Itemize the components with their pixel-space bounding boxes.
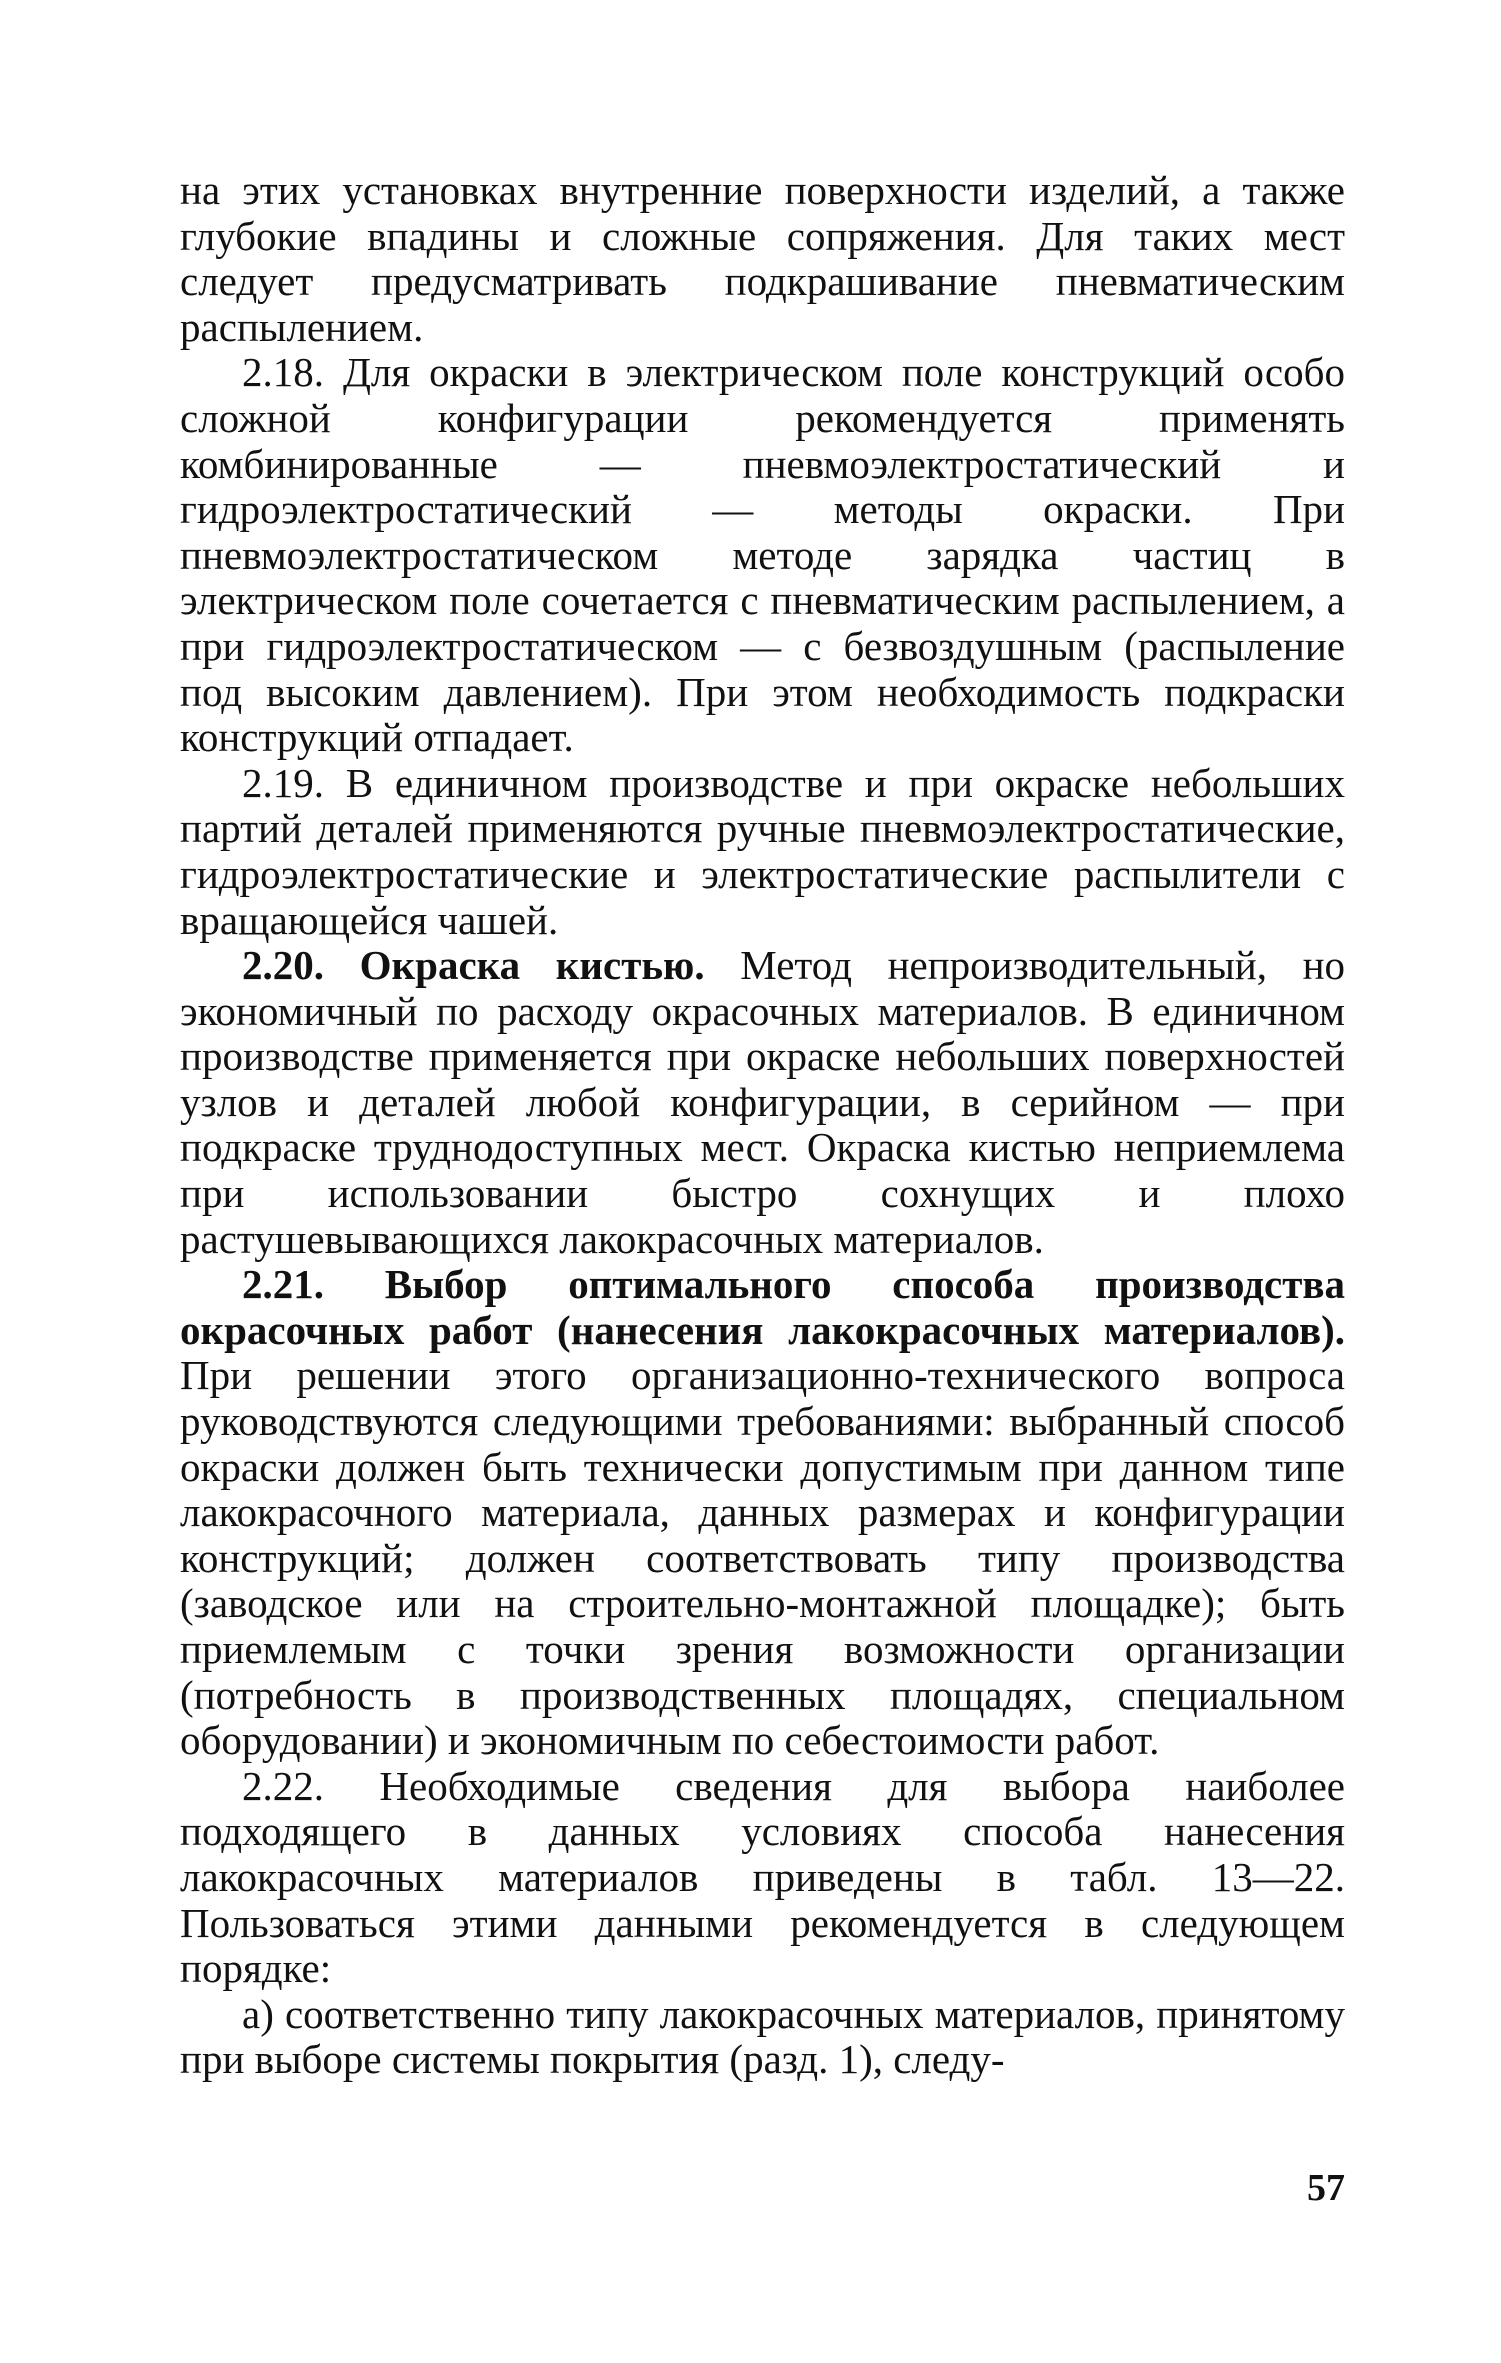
paragraph-continuation [180,168,1345,350]
page-number: 57 [1307,2167,1345,2209]
section-heading: Окраска кистью. [359,942,705,989]
paragraph-2-19 [180,761,1345,943]
page-body [180,168,1345,2083]
section-number: 2.21. [242,1261,324,1308]
section-number: 2.19. [242,759,324,806]
section-heading: Выбор оптимального способа производства окрасочных работ (нанесения лакокрасочных материалов). [180,1261,1346,1353]
paragraph-text: В единичном производстве и при окраске небольших партий деталей применяются ручные пневмоэлектростатические, гидроэлектростатические и электростатические распылители с вращающейся чашей. [180,759,1345,943]
section-number: 2.20. [242,942,324,989]
paragraph-text: Необходимые сведения для выбора наиболее подходящего в данных условиях способа нанесения лакокрасочных материалов приведены в табл. 13—22. Пользоваться этими данными рекомендуется в следующем порядке: [180,1762,1346,1992]
paragraph-text: Для окраски в электрическом поле конструкций особо сложной конфигурации рекомендуется применять комбинированные — пневмоэлектростатический и гидроэлектростатический — методы окраски. При пневмоэлектростатическом методе зарядка частиц в электрическом поле сочетается с пневматическим распылением, а при гидроэлектростатическом — с безвоздушным (распыление под высоким давлением). При этом необходимость подкраски конструкций отпадает. [180,349,1345,761]
paragraph-2-18 [180,350,1345,760]
paragraph-2-20 [180,943,1345,1262]
paragraph-text: При решении этого организационно-технического вопроса руководствуются следующими требованиями: выбранный способ окраски должен быть технически допустимым при данном типе лакокрасочного материала, данных размерах и конфигурации конструкций; должен соответствовать типу производства (заводское или на строительно-монтажной площадке); быть приемлемым с точки зрения возможности организации (потребность в производственных площадях, специальном оборудовании) и экономичным по себестоимости работ. [180,1352,1345,1764]
section-number: 2.22. [242,1762,324,1809]
paragraph-text: на этих установках внутренние поверхности изделий, а также глубокие впадины и сложные сопряжения. Для таких мест следует предусматривать подкрашивание пневматическим распылением. [180,167,1345,350]
section-number: 2.18. [242,349,324,396]
list-item-a [180,1992,1345,2083]
paragraph-text: Метод непроизводительный, но экономичный по расходу окрасочных материалов. В единичном производстве применяется при окраске небольших поверхностей узлов и деталей любой конфигурации, в серийном — при подкраске труднодоступных мест. Окраска кистью неприемлема при использовании быстро сохнущих и плохо растушевывающихся лакокрасочных материалов. [180,942,1346,1262]
paragraph-2-22 [180,1764,1345,1992]
paragraph-2-21 [180,1262,1345,1764]
paragraph-text: а) соответственно типу лакокрасочных материалов, принятому при выборе системы покрытия (разд. 1), следу- [180,1990,1345,2083]
